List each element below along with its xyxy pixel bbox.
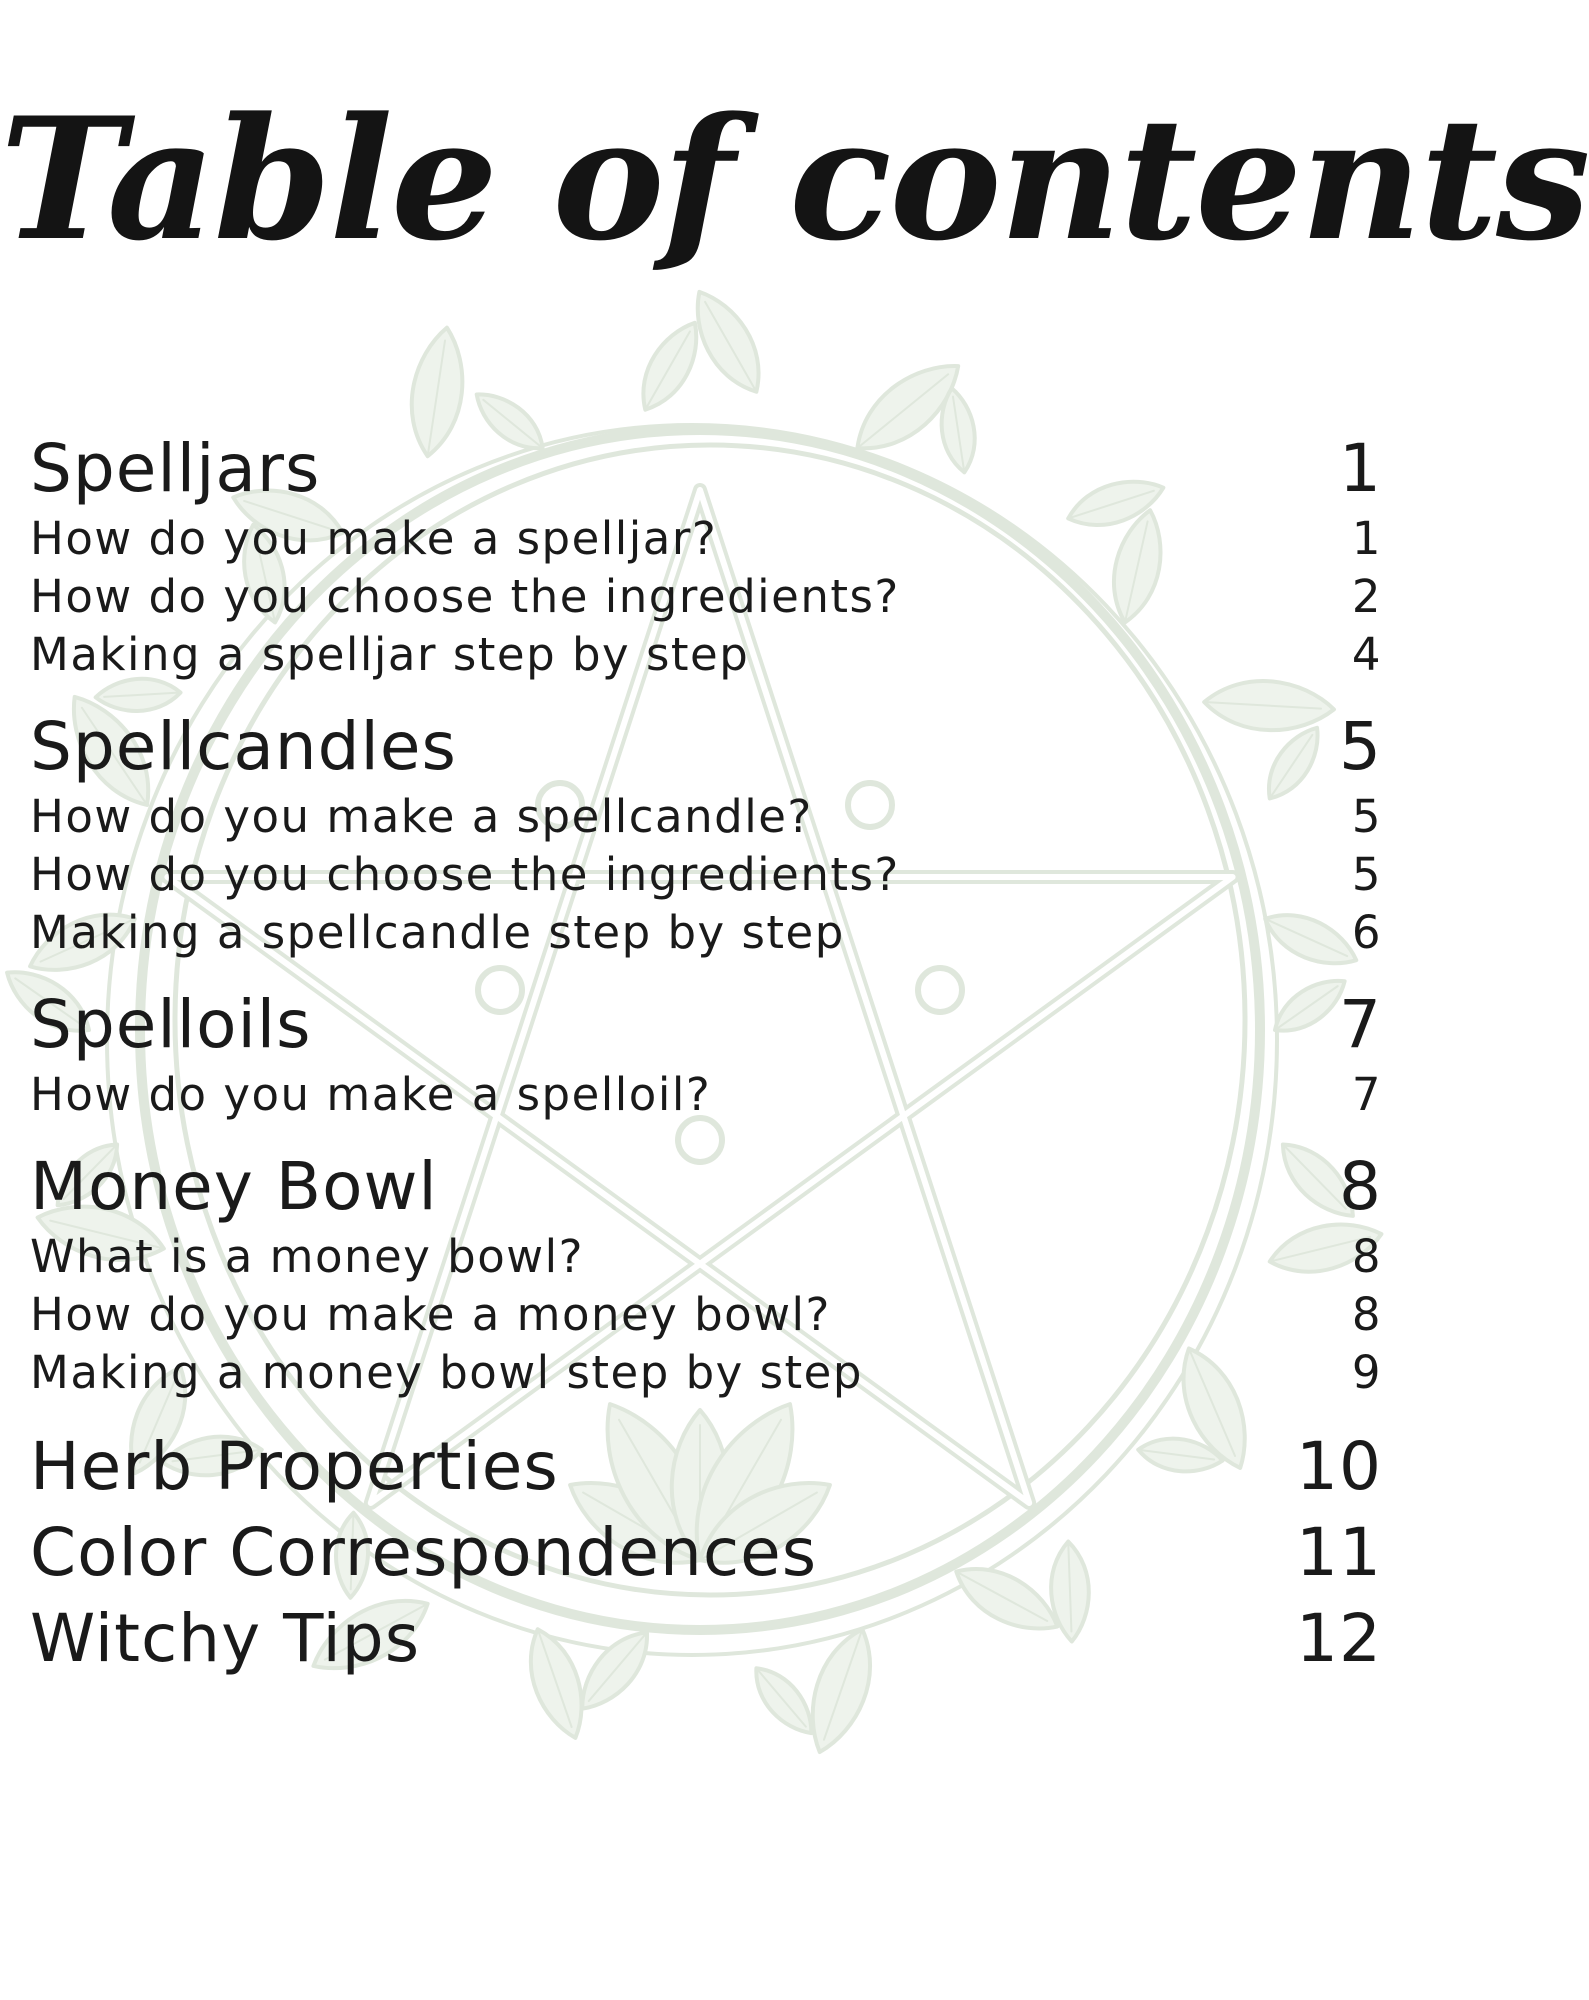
toc-section-money-bowl [30, 1146, 1382, 1402]
toc-entry[interactable] [30, 568, 1382, 626]
section-page-number: 12 [1296, 1600, 1382, 1677]
section-title: Money Bowl [30, 1148, 438, 1225]
section-title: Spelljars [30, 430, 321, 507]
toc-entry[interactable] [30, 846, 1382, 904]
entry-label: Making a spelljar step by step [30, 628, 750, 681]
entry-label: What is a money bowl? [30, 1230, 584, 1283]
toc-section-heading[interactable] [30, 984, 1382, 1066]
toc-entry[interactable] [30, 1286, 1382, 1344]
section-title: Spellcandles [30, 708, 457, 785]
entry-label: How do you make a spelloil? [30, 1068, 712, 1121]
entry-page-number: 4 [1351, 628, 1382, 681]
toc-entry[interactable] [30, 904, 1382, 962]
section-title: Color Correspondences [30, 1514, 818, 1591]
toc-section-heading[interactable] [30, 1510, 1382, 1596]
page-title: Table of contents [0, 80, 1589, 278]
entry-label: Making a money bowl step by step [30, 1346, 863, 1399]
entry-label: How do you make a money bowl? [30, 1288, 831, 1341]
toc-entry[interactable] [30, 1344, 1382, 1402]
toc-entry[interactable] [30, 1066, 1382, 1124]
toc-section-heading[interactable] [30, 1596, 1382, 1682]
entry-page-number: 2 [1351, 570, 1382, 623]
section-page-number: 7 [1339, 986, 1382, 1063]
entry-label: How do you make a spellcandle? [30, 790, 813, 843]
section-page-number: 1 [1339, 430, 1382, 507]
section-page-number: 5 [1339, 708, 1382, 785]
section-page-number: 8 [1339, 1148, 1382, 1225]
entry-page-number: 7 [1351, 1068, 1382, 1121]
section-title: Herb Properties [30, 1428, 559, 1505]
entry-page-number: 8 [1351, 1230, 1382, 1283]
toc-section-heading[interactable] [30, 1424, 1382, 1510]
toc-section-heading[interactable] [30, 1146, 1382, 1228]
section-page-number: 11 [1296, 1514, 1382, 1591]
entry-page-number: 9 [1351, 1346, 1382, 1399]
entry-page-number: 5 [1351, 790, 1382, 843]
toc-section-spelloils [30, 984, 1382, 1124]
entry-label: How do you choose the ingredients? [30, 570, 900, 623]
toc-section-heading[interactable] [30, 706, 1382, 788]
section-title: Spelloils [30, 986, 312, 1063]
entry-page-number: 1 [1351, 512, 1382, 565]
entry-label: How do you make a spelljar? [30, 512, 718, 565]
toc-section-spelljars [30, 428, 1382, 684]
toc-section-heading[interactable] [30, 428, 1382, 510]
section-page-number: 10 [1296, 1428, 1382, 1505]
toc-entry[interactable] [30, 626, 1382, 684]
table-of-contents [30, 428, 1382, 1682]
entry-label: How do you choose the ingredients? [30, 848, 900, 901]
entry-page-number: 5 [1351, 848, 1382, 901]
toc-entry[interactable] [30, 510, 1382, 568]
toc-entry[interactable] [30, 1228, 1382, 1286]
entry-page-number: 8 [1351, 1288, 1382, 1341]
toc-section-spellcandles [30, 706, 1382, 962]
section-title: Witchy Tips [30, 1600, 421, 1677]
entry-page-number: 6 [1351, 906, 1382, 959]
toc-extras [30, 1424, 1382, 1682]
toc-entry[interactable] [30, 788, 1382, 846]
entry-label: Making a spellcandle step by step [30, 906, 845, 959]
